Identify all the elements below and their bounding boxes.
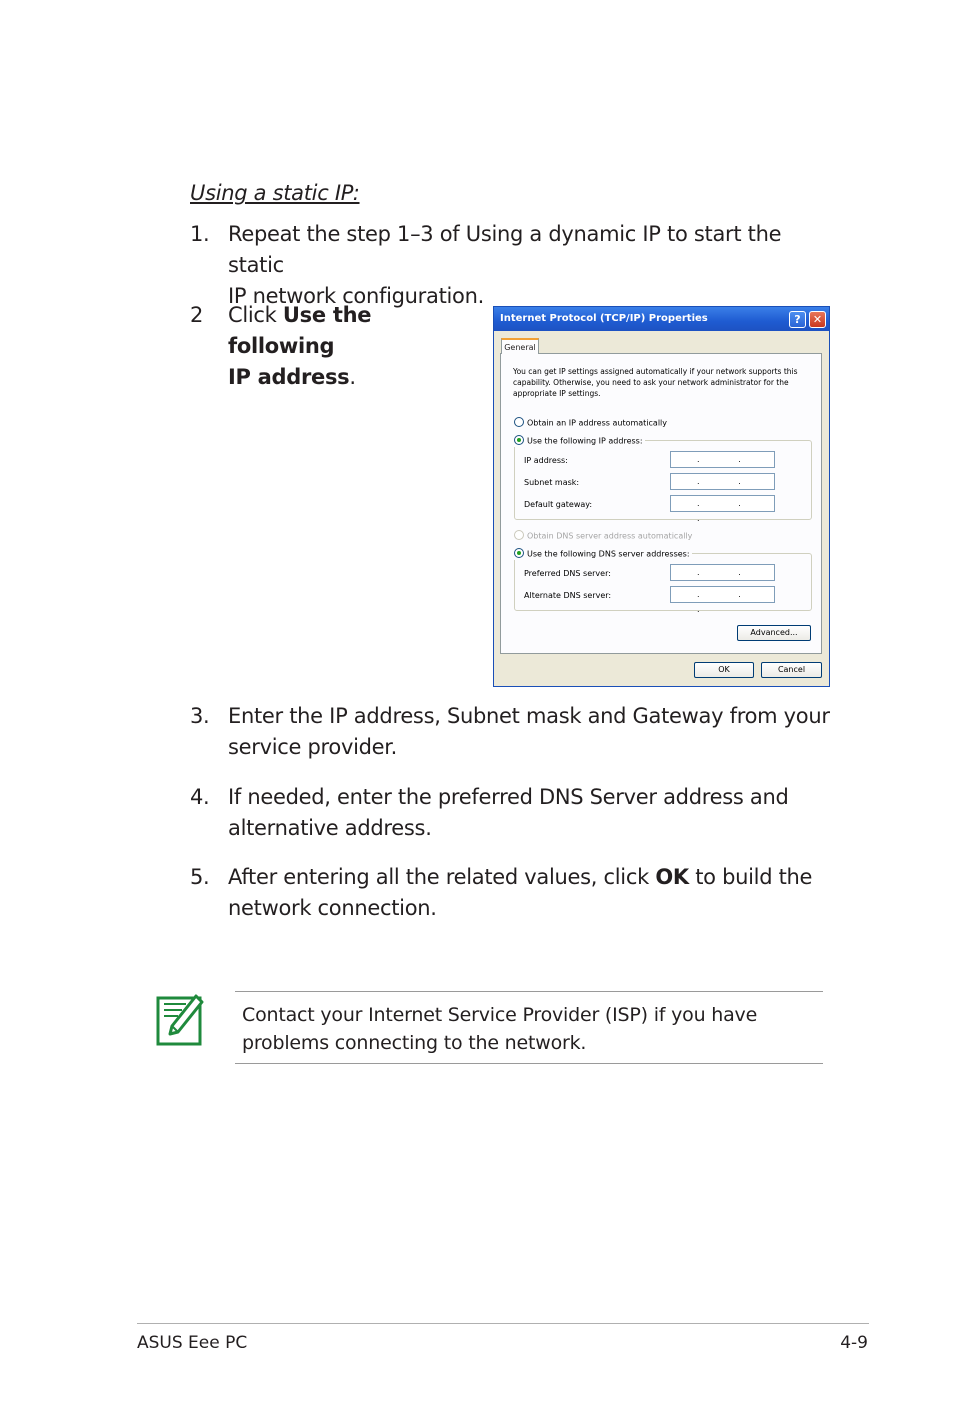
step-number: 4. <box>190 785 210 809</box>
step-number: 2 <box>190 303 204 327</box>
ok-button[interactable]: OK <box>694 662 754 678</box>
step-text: alternative address. <box>228 816 432 840</box>
step-number: 1. <box>190 222 210 246</box>
footer-rule <box>137 1323 869 1324</box>
tab-general[interactable]: General <box>501 338 539 354</box>
step-emphasis: IP address <box>228 365 350 389</box>
step-text: to build the <box>688 865 813 889</box>
step-text: . <box>349 365 356 389</box>
radio-use-following-dns[interactable] <box>514 549 692 560</box>
alternate-dns-input[interactable]: . . . <box>670 586 775 603</box>
ip-address-input[interactable]: . . <box>670 451 775 468</box>
preferred-dns-input[interactable]: . . <box>670 564 775 581</box>
radio-unchecked-icon <box>514 417 524 427</box>
default-gateway-label: Default gateway: <box>524 500 593 509</box>
step-text: Enter the IP address, Subnet mask and Gateway from your <box>228 704 830 728</box>
cancel-button[interactable]: Cancel <box>761 662 822 678</box>
note-line: Contact your Internet Service Provider (ISP) if you have <box>242 1004 758 1026</box>
tcpip-properties-dialog <box>493 306 830 687</box>
radio-label: Use the following DNS server addresses: <box>527 549 690 559</box>
help-icon[interactable]: ? <box>789 311 806 328</box>
step-number: 5. <box>190 865 210 889</box>
step-2 <box>190 300 480 389</box>
close-icon[interactable]: ✕ <box>809 311 826 328</box>
subnet-mask-label: Subnet mask: <box>524 478 580 487</box>
step-text: After entering all the related values, click <box>228 865 656 889</box>
section-title: Using a static IP: <box>190 181 360 205</box>
page-number: 4-9 <box>840 1333 868 1353</box>
step-emphasis: OK <box>655 865 689 889</box>
radio-obtain-dns-auto[interactable] <box>514 531 692 542</box>
general-panel <box>500 353 822 654</box>
step-text: If needed, enter the preferred DNS Server address and <box>228 785 789 809</box>
step-text: network connection. <box>228 896 437 920</box>
preferred-dns-label: Preferred DNS server: <box>524 569 611 578</box>
step-number: 3. <box>190 704 210 728</box>
ip-address-label: IP address: <box>524 456 568 465</box>
radio-label: Use the following IP address: <box>527 436 643 446</box>
default-gateway-input[interactable]: . . . <box>670 495 775 512</box>
radio-disabled-icon <box>514 530 524 540</box>
radio-use-following-ip[interactable] <box>514 436 645 447</box>
step-1 <box>190 219 840 308</box>
step-text: IP network configuration. <box>228 284 484 308</box>
step-4 <box>190 782 840 844</box>
radio-label: Obtain DNS server address automatically <box>527 531 693 541</box>
footer-product: ASUS Eee PC <box>137 1333 248 1353</box>
radio-obtain-ip-auto[interactable] <box>514 418 667 429</box>
radio-label: Obtain an IP address automatically <box>527 418 668 428</box>
intro-text: You can get IP settings assigned automatically if your network supports this capability. Otherwise, you need to ask your network administrator for the appropriate IP settings. <box>513 367 798 398</box>
advanced-button[interactable]: Advanced... <box>737 625 811 641</box>
subnet-mask-input[interactable]: . . <box>670 473 775 490</box>
step-5 <box>190 862 840 924</box>
note-bottom-rule <box>235 1063 823 1064</box>
step-text: Repeat the step 1–3 of Using a dynamic IP to start the static <box>228 222 782 277</box>
step-text: service provider. <box>228 735 398 759</box>
note-pencil-icon <box>156 992 204 1048</box>
radio-checked-icon <box>514 548 524 558</box>
alternate-dns-label: Alternate DNS server: <box>524 591 612 600</box>
note-line: problems connecting to the network. <box>242 1032 587 1054</box>
step-3 <box>190 701 840 763</box>
step-emphasis: Use the following <box>228 303 372 358</box>
note-text <box>242 1001 802 1057</box>
note-top-rule <box>235 991 823 992</box>
radio-checked-icon <box>514 435 524 445</box>
dialog-title: Internet Protocol (TCP/IP) Properties <box>494 307 829 331</box>
step-text: Click <box>228 303 283 327</box>
